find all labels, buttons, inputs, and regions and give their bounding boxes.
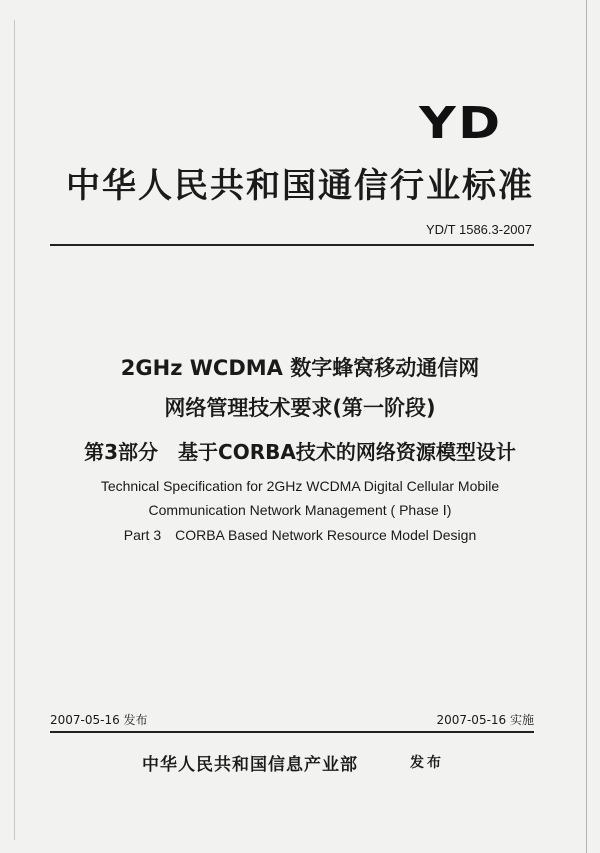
standard-category-title: 中华人民共和国通信行业标准 <box>66 166 534 206</box>
top-divider <box>50 244 534 246</box>
cn-title-line-1: 2GHz WCDMA 数字蜂窝移动通信网 <box>120 356 480 380</box>
en-title-line-3: Part 3 CORBA Based Network Resource Model Design <box>123 527 477 543</box>
yd-logo: YD <box>418 98 502 149</box>
bottom-divider <box>50 731 534 733</box>
cn-title-line-2: 网络管理技术要求(第一阶段) <box>164 396 436 420</box>
publish-date: 2007-05-16 发布 <box>50 713 148 727</box>
standard-number: YD/T 1586.3-2007 <box>426 222 532 237</box>
cn-title-line-3: 第3部分 基于CORBA技术的网络资源模型设计 <box>84 440 516 464</box>
page-edge-right <box>586 0 587 853</box>
issue-label: 发布 <box>410 755 444 771</box>
issuing-authority: 中华人民共和国信息产业部 <box>142 755 358 775</box>
implementation-date: 2007-05-16 实施 <box>436 713 534 727</box>
page-edge-left <box>14 20 15 840</box>
en-title-line-2: Communication Network Management ( Phase Ⅰ) <box>148 502 452 518</box>
en-title-line-1: Technical Specification for 2GHz WCDMA Digital Cellular Mobile <box>100 478 500 494</box>
